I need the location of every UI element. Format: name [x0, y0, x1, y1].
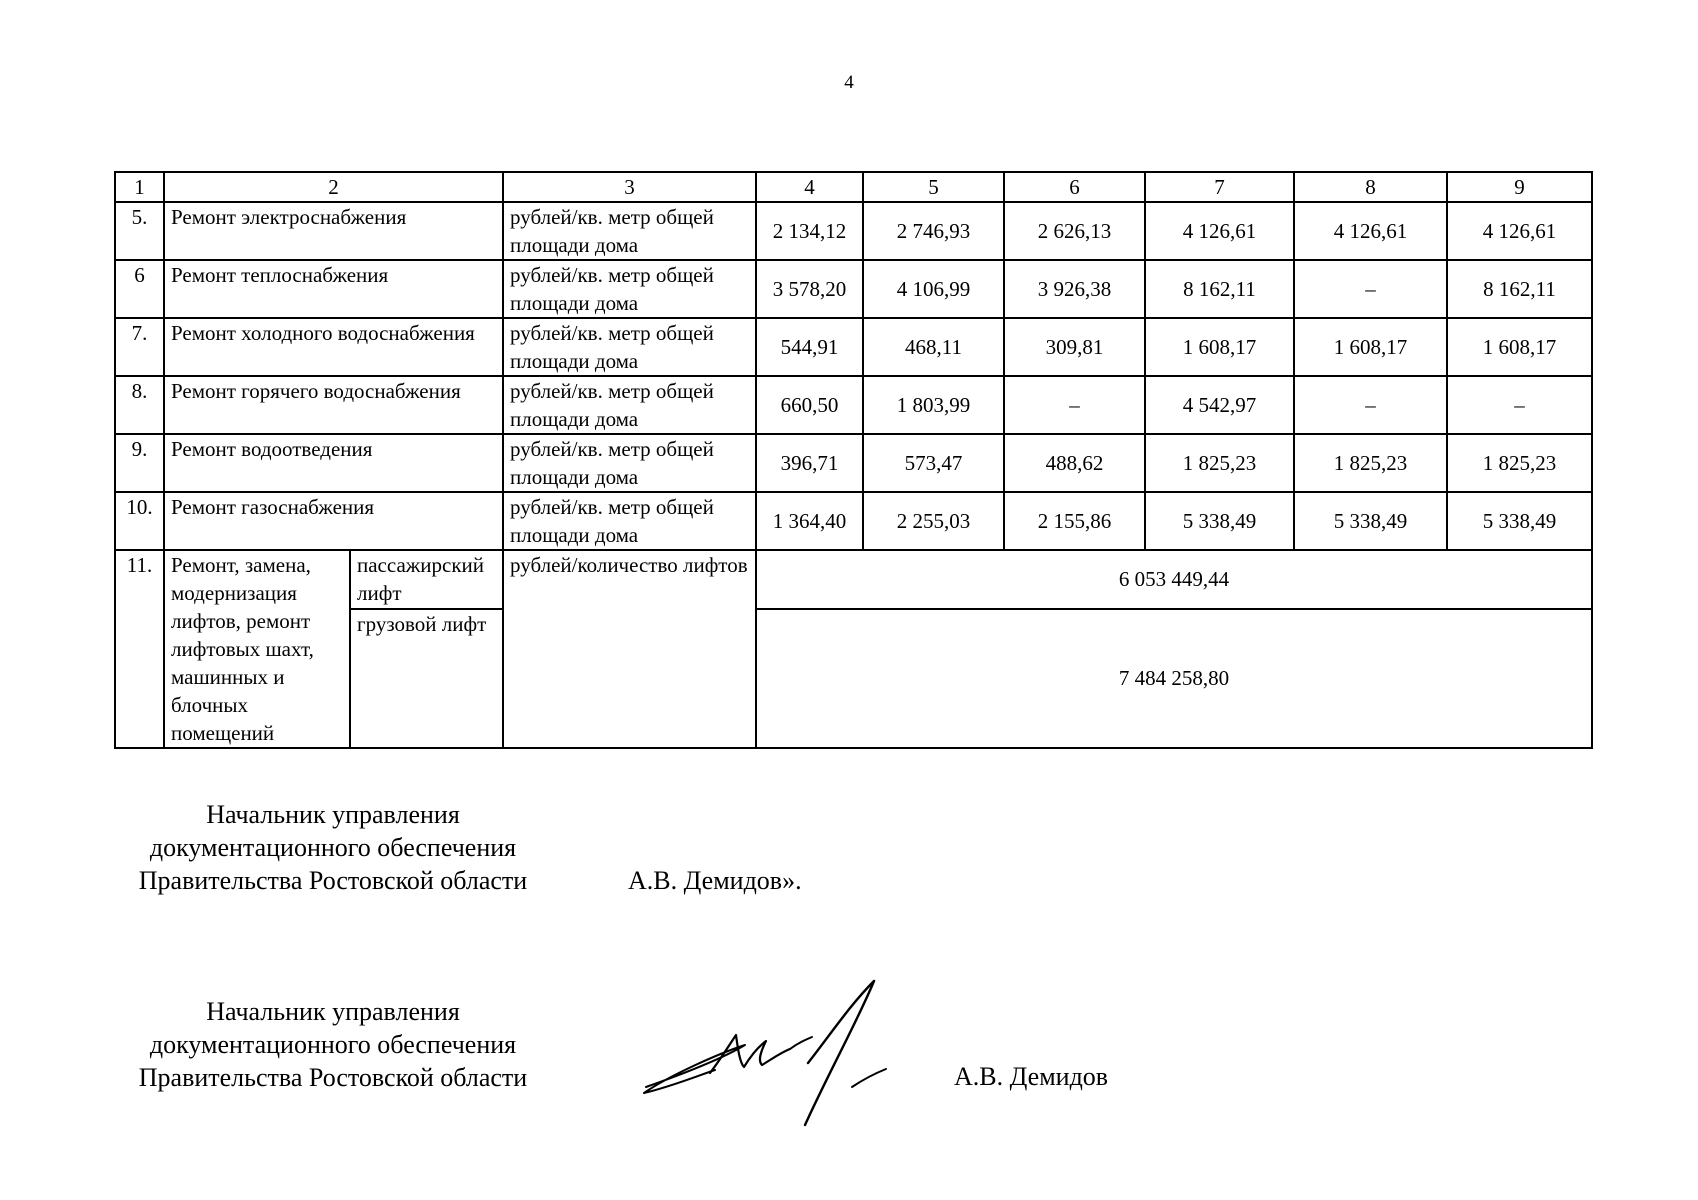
row-number: 7. — [115, 318, 164, 376]
header-cell: 1 — [115, 172, 164, 202]
signature-title-line: Правительства Ростовской области — [138, 866, 528, 895]
row-value: – — [1447, 376, 1592, 434]
signature-title-line: Начальник управления — [206, 800, 460, 829]
handwritten-signature — [640, 975, 940, 1135]
row-value: 3 578,20 — [756, 260, 863, 318]
header-cell: 3 — [503, 172, 756, 202]
signature-title-line: документационного обеспечения — [149, 1030, 517, 1059]
table-row-elevators — [115, 550, 1592, 609]
row-value: 8 162,11 — [1145, 260, 1294, 318]
signature-title-line: документационного обеспечения — [149, 833, 517, 862]
table-row — [115, 202, 1592, 260]
table-row — [115, 318, 1592, 376]
row-number: 11. — [115, 550, 164, 748]
row-value: 4 542,97 — [1145, 376, 1294, 434]
row-value: 4 126,61 — [1294, 202, 1447, 260]
row-value: 1 825,23 — [1447, 434, 1592, 492]
row-value: – — [1294, 260, 1447, 318]
row-name: Ремонт водоотведения — [164, 434, 503, 492]
header-cell: 8 — [1294, 172, 1447, 202]
row-name: Ремонт электроснабжения — [164, 202, 503, 260]
row-value: 4 126,61 — [1145, 202, 1294, 260]
signature-title-line: Правительства Ростовской области — [138, 1063, 528, 1092]
row-name: Ремонт горячего водоснабжения — [164, 376, 503, 434]
row-unit: рублей/кв. метр общей площади дома — [503, 202, 756, 260]
header-cell: 5 — [863, 172, 1004, 202]
row-subtype-passenger: пассажирский лифт — [350, 550, 503, 609]
row-value-freight: 7 484 258,80 — [756, 609, 1592, 748]
row-unit: рублей/кв. метр общей площади дома — [503, 318, 756, 376]
row-value: 5 338,49 — [1294, 492, 1447, 550]
row-value: 2 255,03 — [863, 492, 1004, 550]
row-value: 1 803,99 — [863, 376, 1004, 434]
row-value: 2 626,13 — [1004, 202, 1145, 260]
row-value-passenger: 6 053 449,44 — [756, 550, 1592, 609]
row-unit: рублей/кв. метр общей площади дома — [503, 434, 756, 492]
tariff-table — [114, 171, 1593, 749]
row-value: 2 746,93 — [863, 202, 1004, 260]
signature-name-2: А.В. Демидов — [954, 1062, 1109, 1091]
row-value: 1 825,23 — [1145, 434, 1294, 492]
signature-title-2 — [110, 995, 556, 1094]
row-value: 4 106,99 — [863, 260, 1004, 318]
row-subtype-freight: грузовой лифт — [350, 609, 503, 748]
row-value: 1 608,17 — [1145, 318, 1294, 376]
table-row — [115, 492, 1592, 550]
row-value: 5 338,49 — [1145, 492, 1294, 550]
row-value: 468,11 — [863, 318, 1004, 376]
row-unit: рублей/кв. метр общей площади дома — [503, 376, 756, 434]
row-number: 8. — [115, 376, 164, 434]
row-unit: рублей/кв. метр общей площади дома — [503, 492, 756, 550]
row-value: 2 155,86 — [1004, 492, 1145, 550]
row-value: 3 926,38 — [1004, 260, 1145, 318]
row-name: Ремонт, замена, модернизация лифтов, ремонт лифтовых шахт, машинных и блочных помещений — [164, 550, 350, 748]
row-name: Ремонт газоснабжения — [164, 492, 503, 550]
row-number: 9. — [115, 434, 164, 492]
header-cell: 4 — [756, 172, 863, 202]
signature-title-1 — [110, 798, 556, 897]
row-value: 1 364,40 — [756, 492, 863, 550]
row-value: 1 608,17 — [1294, 318, 1447, 376]
header-cell: 7 — [1145, 172, 1294, 202]
row-value: 573,47 — [863, 434, 1004, 492]
row-value: 660,50 — [756, 376, 863, 434]
row-value: 544,91 — [756, 318, 863, 376]
header-cell: 6 — [1004, 172, 1145, 202]
header-cell: 2 — [164, 172, 503, 202]
row-value: 1 608,17 — [1447, 318, 1592, 376]
row-value: 309,81 — [1004, 318, 1145, 376]
row-name: Ремонт холодного водоснабжения — [164, 318, 503, 376]
table-row — [115, 260, 1592, 318]
row-value: 2 134,12 — [756, 202, 863, 260]
row-unit: рублей/кв. метр общей площади дома — [503, 260, 756, 318]
table-body — [115, 172, 1592, 748]
row-number: 6 — [115, 260, 164, 318]
row-unit: рублей/количество лифтов — [503, 550, 756, 748]
row-value: 8 162,11 — [1447, 260, 1592, 318]
signature-name-1: А.В. Демидов». — [628, 866, 802, 895]
signature-title-line: Начальник управления — [206, 997, 460, 1026]
row-number: 10. — [115, 492, 164, 550]
row-value: 1 825,23 — [1294, 434, 1447, 492]
table-row — [115, 376, 1592, 434]
row-value: 4 126,61 — [1447, 202, 1592, 260]
row-name: Ремонт теплоснабжения — [164, 260, 503, 318]
page-number: 4 — [844, 72, 854, 93]
table-row — [115, 434, 1592, 492]
row-number: 5. — [115, 202, 164, 260]
row-value: – — [1004, 376, 1145, 434]
header-cell: 9 — [1447, 172, 1592, 202]
row-value: – — [1294, 376, 1447, 434]
row-value: 5 338,49 — [1447, 492, 1592, 550]
row-value: 396,71 — [756, 434, 863, 492]
table-header-row — [115, 172, 1592, 202]
row-value: 488,62 — [1004, 434, 1145, 492]
